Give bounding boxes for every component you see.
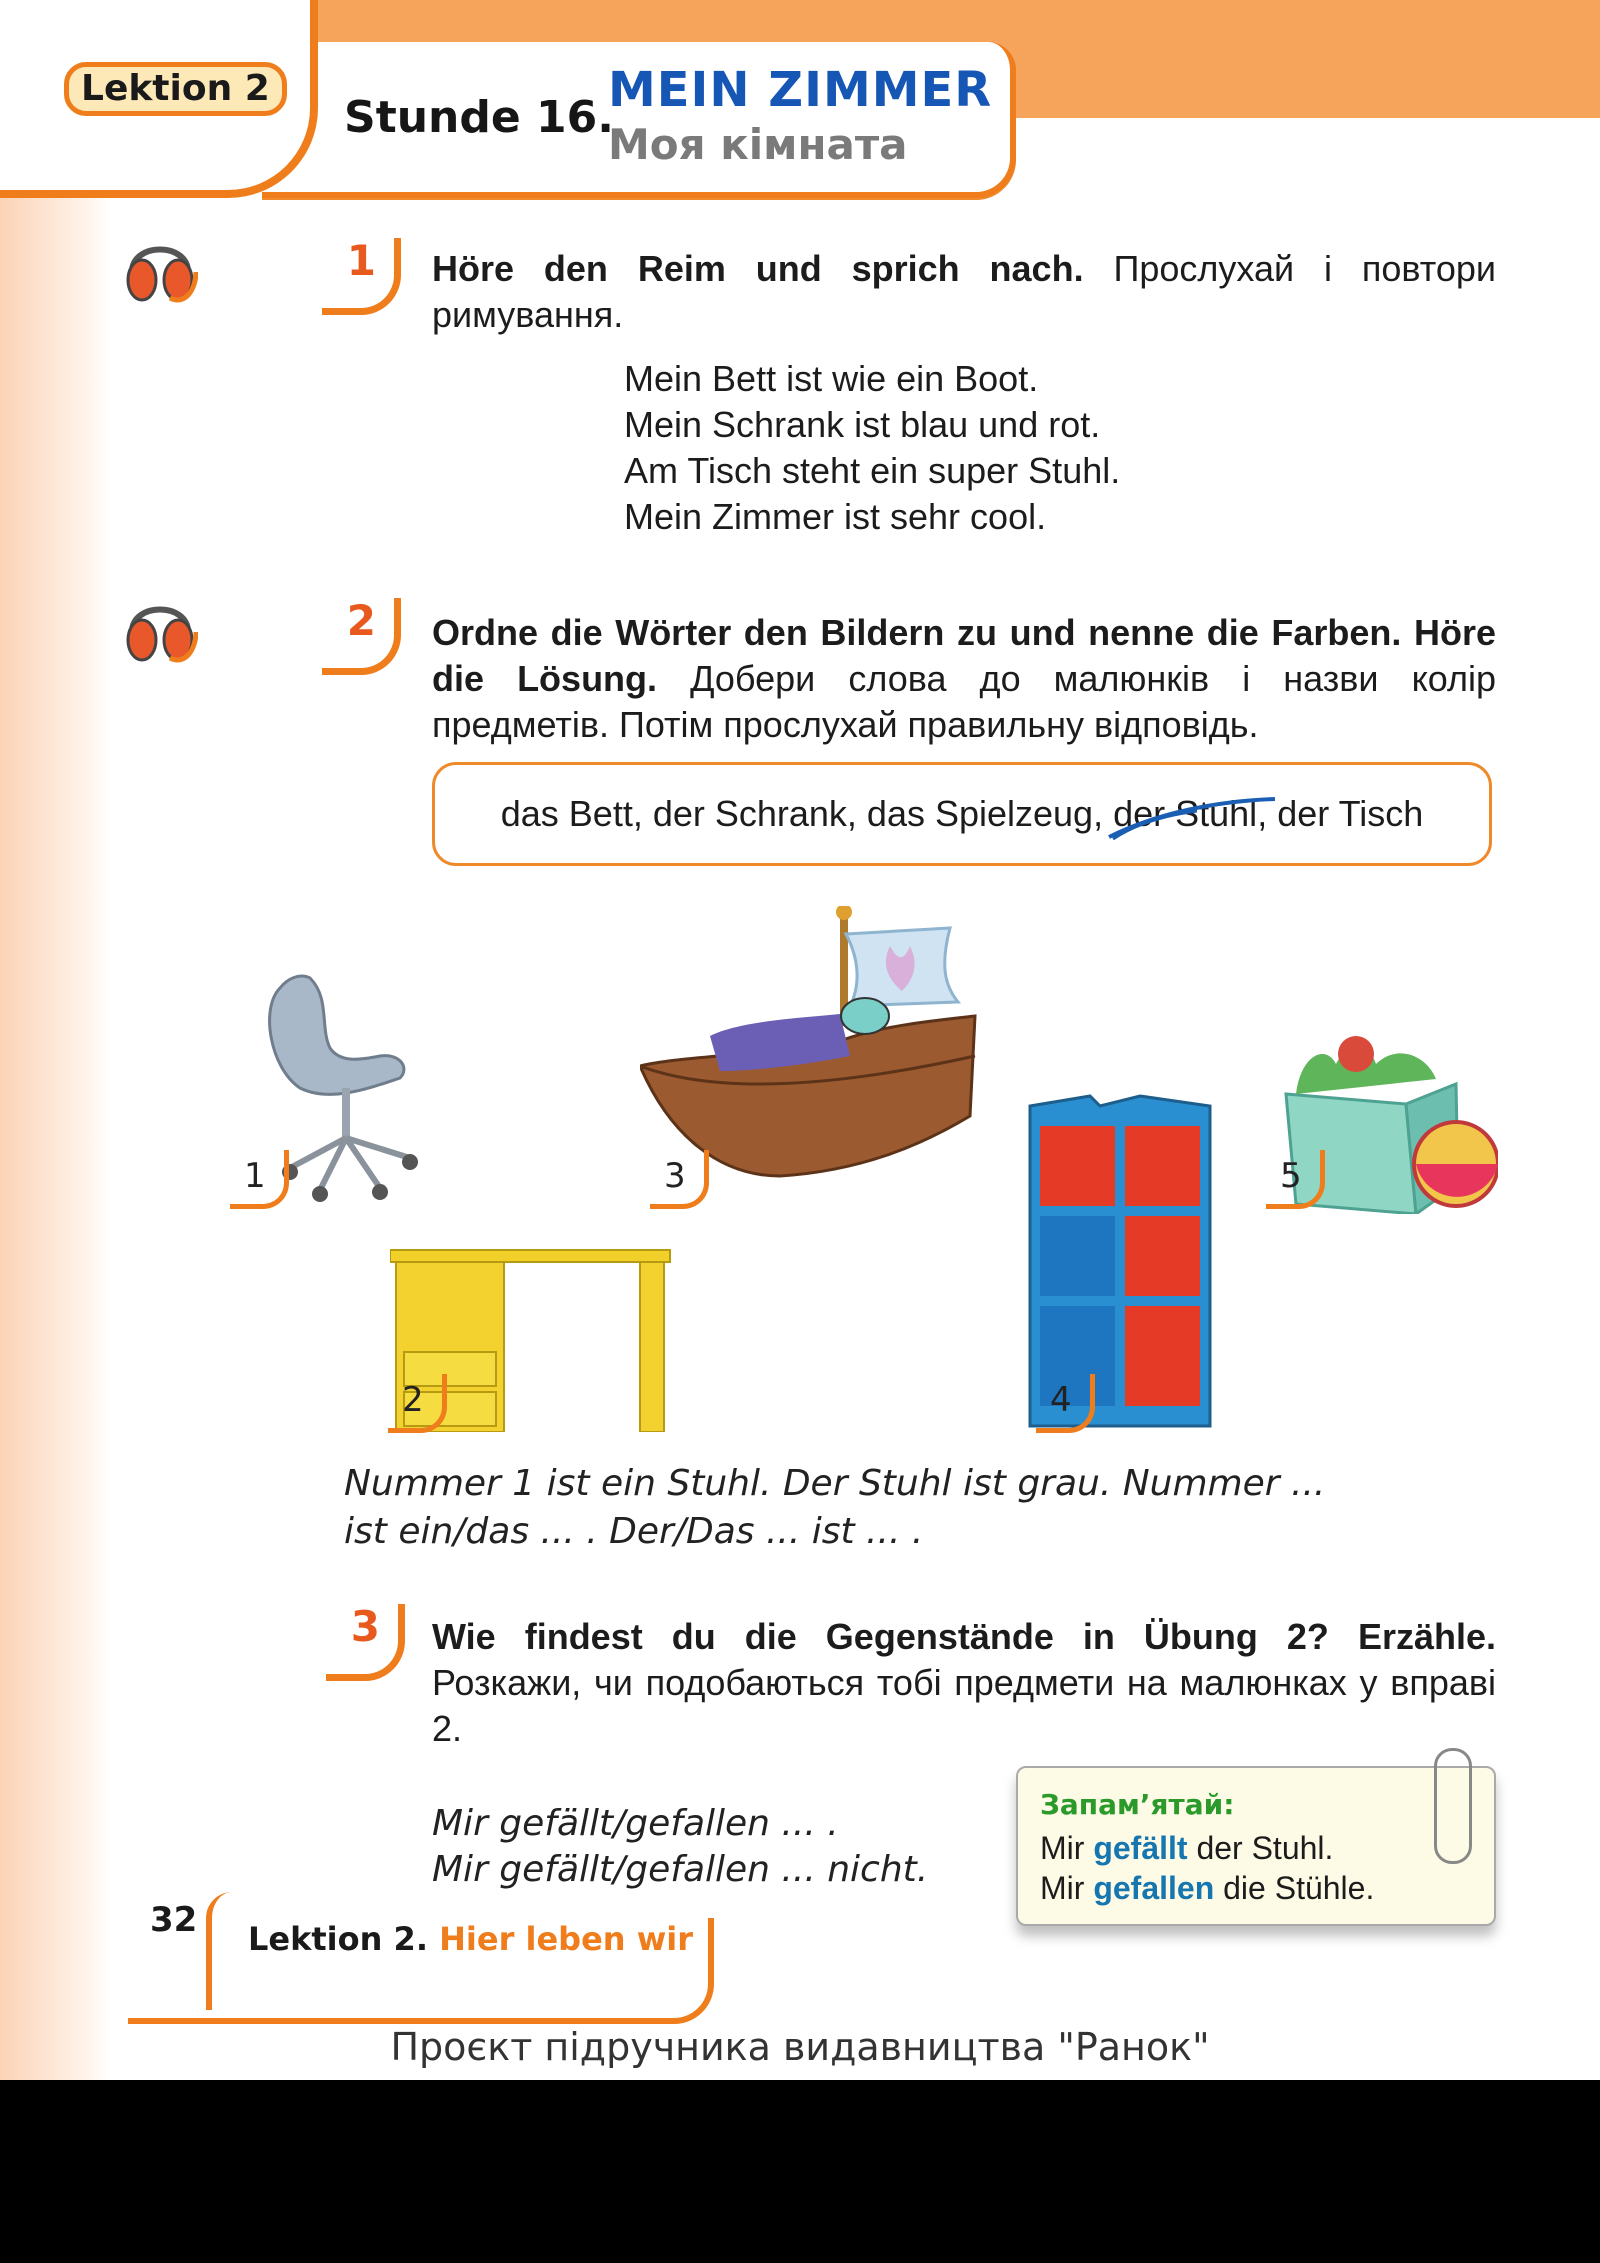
image-label-text: 5	[1280, 1156, 1302, 1196]
footer-title	[248, 1920, 693, 1958]
lektion-badge: Lektion 2	[64, 62, 287, 116]
image-label-text: 3	[664, 1156, 686, 1196]
image-label-text: 1	[244, 1156, 266, 1196]
stunde-label: Stunde 16.	[344, 92, 614, 143]
image-label-3	[650, 1150, 710, 1206]
note-line	[1040, 1870, 1374, 1907]
image-label-5	[1266, 1150, 1326, 1206]
left-margin-strip	[0, 0, 110, 2080]
headphones-icon[interactable]	[122, 588, 198, 670]
word-list-start: das Bett, der Schrank, das Spielzeug,	[500, 793, 1114, 834]
task3-instruction	[432, 1614, 1496, 1752]
rhyme-line: Mein Zimmer ist sehr cool.	[624, 496, 1047, 537]
image-label-4	[1036, 1374, 1096, 1430]
example-line: Nummer 1 ist ein Stuhl. Der Stuhl ist grau. Nummer ...	[344, 1463, 1326, 1504]
note-line	[1040, 1830, 1333, 1867]
note-keyword: gefallen	[1093, 1870, 1215, 1906]
note-heading: Запам’ятай:	[1040, 1788, 1235, 1821]
task-number-text: 3	[350, 1602, 380, 1651]
image-label-text: 4	[1050, 1380, 1072, 1420]
image-label-2	[388, 1374, 448, 1430]
task-number-text: 2	[346, 596, 376, 645]
image-label-text: 2	[402, 1380, 424, 1420]
footer-subtitle: Hier leben wir	[439, 1920, 693, 1958]
task1-instruction-uk: Прослухай і повтори римування.	[432, 248, 1497, 335]
note-keyword: gefällt	[1093, 1830, 1188, 1866]
word-box	[432, 762, 1492, 866]
note-text: die Stühle.	[1214, 1870, 1375, 1906]
footer-lektion: Lektion 2.	[248, 1920, 440, 1958]
task3-instruction-de: Wie findest du die Gegenstände in Übung 2? Erzähle.	[432, 1616, 1496, 1657]
pattern-line: Mir gefällt/gefallen ... .	[432, 1803, 839, 1844]
pattern-line: Mir gefällt/gefallen ... nicht.	[432, 1849, 929, 1890]
rhyme-line: Mein Schrank ist blau und rot.	[624, 404, 1101, 445]
task-number-2	[322, 598, 402, 678]
paperclip-icon	[1434, 1748, 1472, 1864]
task2-instruction	[432, 610, 1496, 748]
page-subtitle: Моя кімната	[608, 120, 908, 169]
remember-note	[1016, 1766, 1496, 1926]
note-text: Mir	[1040, 1830, 1094, 1866]
image-label-1	[230, 1150, 290, 1206]
task1-instruction	[432, 246, 1496, 338]
page-title: MEIN ZIMMER	[608, 62, 993, 118]
rhyme-line: Am Tisch steht ein super Stuhl.	[624, 450, 1121, 491]
task1-instruction-de: Höre den Reim und sprich nach.	[432, 248, 1084, 289]
example-line: ist ein/das ... . Der/Das ... ist ... .	[344, 1511, 924, 1552]
headphones-icon[interactable]	[122, 228, 198, 310]
task2-instruction-de: Ordne die Wörter den Bildern zu und nenne die Farben. Höre die Lösung.	[432, 612, 1496, 699]
note-text: Mir	[1040, 1870, 1094, 1906]
publisher-note: Проєкт підручника видавництва "Ранок"	[390, 2025, 1210, 2069]
strike-mark	[1107, 793, 1277, 843]
crossed-word	[1113, 765, 1257, 863]
crossed-word-text: der Stuhl	[1113, 793, 1258, 834]
task3-instruction-uk: Розкажи, чи подобаються тобі предмети на малюнках у вправі 2.	[432, 1662, 1496, 1749]
word-list-end: , der Tisch	[1257, 793, 1424, 834]
page-number: 32	[150, 1900, 198, 1940]
rhyme-block	[624, 356, 1120, 540]
task2-instruction-uk: Добери слова до малюнків і назви колір предметів. Потім прослухай правильну відповідь.	[432, 658, 1496, 745]
task-number-text: 1	[346, 236, 376, 285]
task-number-1	[322, 238, 402, 318]
rhyme-line: Mein Bett ist wie ein Boot.	[624, 358, 1039, 399]
task-number-3	[326, 1604, 406, 1684]
note-text: der Stuhl.	[1187, 1830, 1334, 1866]
footer-divider	[206, 1892, 232, 2010]
